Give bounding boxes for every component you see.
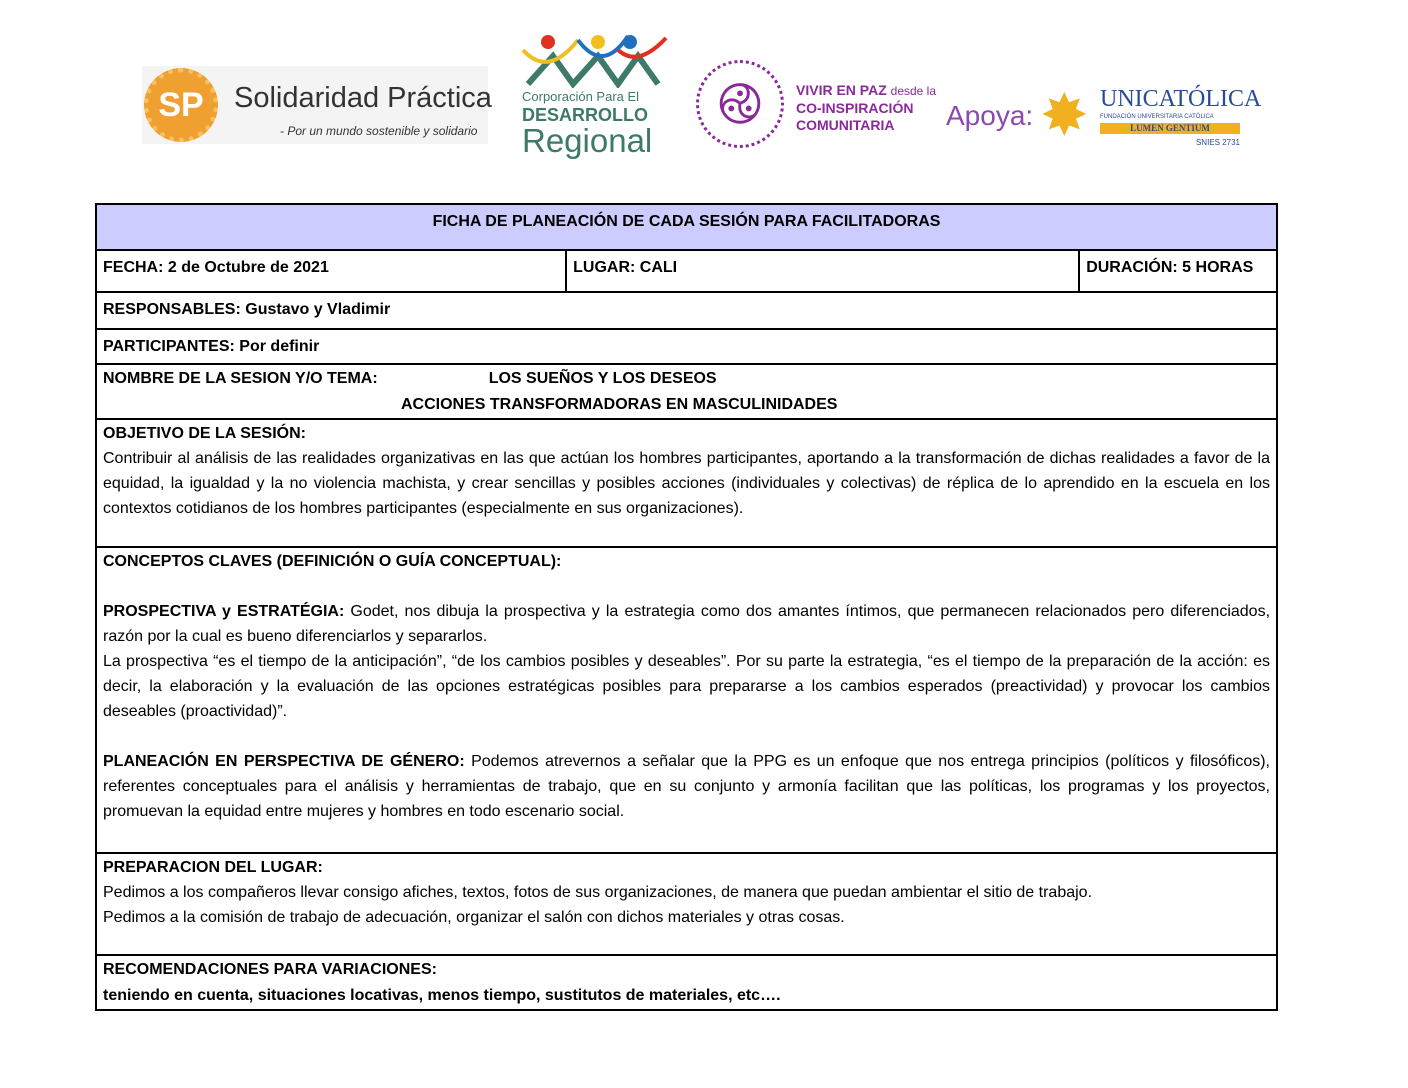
nombre-label: NOMBRE DE LA SESION Y/O TEMA: (103, 370, 378, 387)
logo-text: Corporación Para El (522, 89, 640, 104)
sheet-title: FICHA DE PLANEACIÓN DE CADA SESIÓN PARA FACILITADORAS (96, 204, 1277, 250)
logo-text: VIVIR EN PAZ (796, 82, 887, 98)
responsables-field: RESPONSABLES: Gustavo y Vladimir (103, 301, 391, 318)
logo-text: Regional (522, 122, 653, 159)
unicatolica-logo (1040, 83, 1262, 156)
duracion-field: DURACIÓN: 5 HORAS (1086, 259, 1254, 276)
logo-text: desde la (890, 84, 937, 98)
logo-text: UNICATÓLICA (1100, 86, 1262, 112)
preparacion-label: PREPARACION DEL LUGAR: (103, 859, 323, 876)
preparacion-line: Pedimos a la comisión de trabajo de adecuación, organizar el salón con dichos materiales y otras cosas. (103, 909, 845, 926)
tema-line-2: ACCIONES TRANSFORMADORAS EN MASCULINIDADES (401, 396, 838, 413)
vivir-en-paz-logo (696, 60, 941, 152)
recomendaciones-text: teniendo en cuenta, situaciones locativas, menos tiempo, sustitutos de materiales, etc…. (103, 987, 781, 1004)
logo-text: SNIES 2731 (1195, 138, 1240, 147)
planning-sheet-table (95, 203, 1278, 1011)
logo-text: COMUNITARIA (796, 117, 895, 133)
logo-tagline: - Por un mundo sostenible y solidario (280, 124, 478, 138)
desarrollo-regional-logo (518, 32, 668, 158)
prospectiva-label: PROSPECTIVA y ESTRATÉGIA: (103, 603, 345, 620)
participantes-field: PARTICIPANTES: Por definir (103, 338, 320, 355)
figures-icon (518, 32, 668, 88)
fecha-field: FECHA: 2 de Octubre de 2021 (103, 259, 329, 276)
logo-text: CO-INSPIRACIÓN (796, 100, 914, 116)
logo-bar (0, 30, 1408, 160)
solidaridad-practica-logo (142, 66, 492, 144)
prospectiva-text: Godet, nos dibuja la prospectiva y la estrategia como dos amantes íntimos, que permanecen relacionados pero diferenciados, razón por la cual es bueno diferenciarlos y separarlos. (103, 603, 1271, 645)
planeacion-genero-text: Podemos atrevernos a señalar que la PPG es un enfoque que nos entrega principios (políticos y filosóficos), referentes conceptuales para el análisis y herramientas de trabajo, que en su conjunto y armonía facilitan que las políticas, los programas y los proyectos, promuevan la equidad entre mujeres y hombres en todo escenario social. (103, 753, 1270, 820)
logo-text: LUMEN GENTIUM (1100, 123, 1240, 134)
logo-text: FUNDACIÓN UNIVERSITARIA CATÓLICA (1100, 114, 1214, 120)
tema-line-1: LOS SUEÑOS Y LOS DESEOS (488, 370, 717, 387)
prospectiva-text-2: La prospectiva “es el tiempo de la anticipación”, “de los cambios posibles y deseables”. Por su parte la estrategia, “es el tiempo de la preparación de la acción: es decir, la elaboración y la evaluación de las opciones estratégicas posibles para prepararse a los cambios esperados (preactividad) y provocar los cambios deseables (proactividad)”. (103, 653, 1270, 720)
preparacion-line: Pedimos a los compañeros llevar consigo afiches, textos, fotos de sus organizaciones, de manera que puedan ambientar el sitio de trabajo. (103, 884, 1093, 901)
planeacion-genero-label: PLANEACIÓN EN PERSPECTIVA DE GÉNERO: (103, 753, 465, 770)
objetivo-text: Contribuir al análisis de las realidades organizativas en las que actúan los hombres participantes, aportando a la transformación de dichas realidades a favor de la equidad, la igualdad y la no violencia machista, y crear sencillas y posibles acciones (individuales y colectivas) de réplica de lo aprendido en la escuela en los contextos cotidianos de los hombres participantes (especialmente en sus organizaciones). (103, 450, 1270, 517)
logo-text: DESARROLLO (522, 105, 648, 125)
objetivo-label: OBJETIVO DE LA SESIÓN: (103, 425, 306, 442)
recomendaciones-label: RECOMENDACIONES PARA VARIACIONES: (103, 961, 437, 978)
apoya-label: Apoya: (946, 100, 1034, 131)
triskelion-icon: ࿋ (696, 60, 784, 148)
star-icon: ✸ (1040, 83, 1089, 148)
sun-icon: SP (144, 68, 218, 142)
logo-name: Solidaridad Práctica (234, 82, 492, 114)
lugar-field: LUGAR: CALI (573, 259, 678, 276)
conceptos-label: CONCEPTOS CLAVES (DEFINICIÓN O GUÍA CONCEPTUAL): (103, 553, 562, 570)
